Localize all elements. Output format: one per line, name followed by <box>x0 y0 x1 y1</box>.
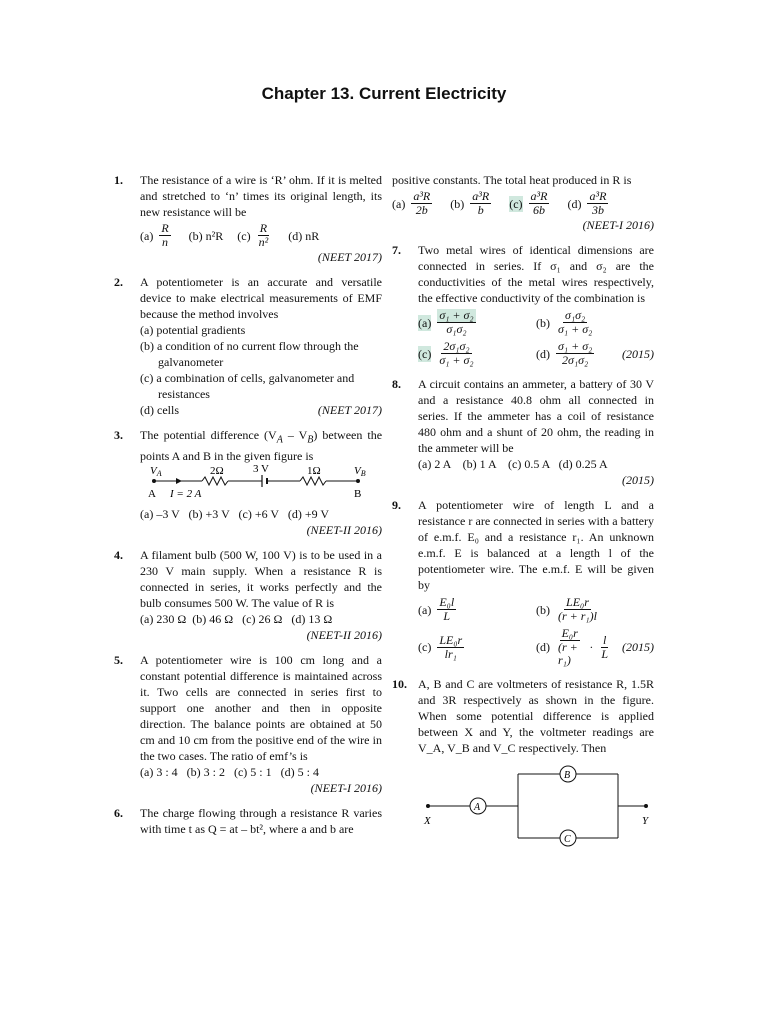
resistor-2ohm <box>202 477 228 485</box>
chapter-title: Chapter 13. Current Electricity <box>261 84 507 103</box>
exam-tag: (2015) <box>622 473 654 487</box>
current-arrow-icon <box>176 478 182 484</box>
question-text: The charge flowing through a resistance R varies with time t as Q = at – bt², where a and b are <box>140 806 382 837</box>
options: (a) 3 : 4 (b) 3 : 2 (c) 5 : 1 (d) 5 : 4 <box>140 765 319 780</box>
question-number: 2. <box>114 275 123 289</box>
question-9 <box>392 497 654 667</box>
r2-label: 1Ω <box>307 465 321 478</box>
option-d: (d) cells <box>140 403 179 417</box>
option-c: (c) $\frac{R}{\text{n²}}$ <box>237 221 269 249</box>
options <box>392 190 654 217</box>
option-d: (d) nR <box>288 228 320 243</box>
option-a: (a) $\frac{R}{n}$ <box>140 221 169 249</box>
voltmeter-a-label: A <box>474 802 481 813</box>
right-column <box>392 172 654 861</box>
exam-tag: (NEET 2017) <box>317 250 382 264</box>
question-number: 4. <box>114 548 123 563</box>
point-b-label: B <box>354 488 362 501</box>
option-a: (a) $\frac{\text{σ₁ + σ₂}}{\text{σ₁σ₂}}$ <box>418 308 474 336</box>
question-8 <box>392 376 654 488</box>
va-label: VA <box>150 465 162 479</box>
question-number: 1. <box>114 173 123 187</box>
question-2 <box>114 274 382 418</box>
option-d: (d) $\frac{\text{σ₁ + σ₂}}{\text{2σ₁σ₂}}$ <box>536 339 593 367</box>
question-number: 9. <box>392 498 401 512</box>
exam-tag: (NEET-I 2016) <box>582 218 654 232</box>
question-text: A potentiometer is an accurate and versatile device to make electrical measurements of EMF because the method involves <box>140 275 382 321</box>
question-4 <box>114 547 382 643</box>
resistor-1ohm <box>300 477 326 485</box>
options: (a) 230 Ω (b) 46 Ω (c) 26 Ω (d) 13 Ω <box>140 612 333 627</box>
exam-tag: (NEET-II 2016) <box>306 628 382 643</box>
voltmeter-circuit-figure <box>418 762 654 848</box>
question-6 <box>114 805 382 837</box>
option-b: (b) $\frac{\text{a³R}}{b}$ <box>450 189 490 217</box>
terminal-y <box>644 804 648 808</box>
emf-label: 3 V <box>253 464 269 476</box>
question-text-continued: positive constants. The total heat produced in R is <box>392 173 632 187</box>
option-b: (b) $\frac{\text{σ₁σ₂}}{\text{σ₁ + σ₂}}$ <box>536 308 593 336</box>
exam-tag: (NEET 2017) <box>317 403 382 417</box>
option-a: (a) $\frac{\text{E₀l}}{L}$ <box>418 595 455 623</box>
y-label: Y <box>642 815 649 827</box>
question-text: A, B and C are voltmeters of resistance R, 1.5R and 3R respectively as shown in the figure. When some potential difference is applied between X and Y, the voltmeter readings are V_A, V_B and V_C respectively. Then <box>418 677 654 755</box>
question-7 <box>392 242 654 367</box>
question-number: 10. <box>392 677 407 691</box>
question-3 <box>114 427 382 538</box>
question-10 <box>392 676 654 852</box>
exam-tag: (NEET-II 2016) <box>306 523 382 538</box>
question-1 <box>114 172 382 265</box>
exam-tag: (NEET-I 2016) <box>310 781 382 796</box>
question-text: The resistance of a wire is ‘R’ ohm. If it is melted and stretched to ‘n’ times its original length, its new resistance will be <box>140 173 382 219</box>
question-number: 6. <box>114 806 123 821</box>
options <box>140 322 382 418</box>
left-column <box>114 172 382 846</box>
x-label: X <box>424 815 431 827</box>
exam-tag: (2015) <box>622 346 654 361</box>
exam-tag: (2015) <box>622 640 654 654</box>
option-d: (d) $\frac{\text{E₀r}}{\text{(r + r₁)}}$ · $\frac{l}{L}$ <box>536 626 608 667</box>
question-5 <box>114 652 382 796</box>
voltmeter-c-label: C <box>564 834 571 845</box>
options <box>418 309 654 367</box>
option-a: (a) $\frac{\text{a³R}}{2b}$ <box>392 189 431 217</box>
point-a-label: A <box>148 488 156 501</box>
options <box>140 222 382 249</box>
option-b: (b) a condition of no current flow through the galvanometer <box>140 339 359 369</box>
option-c: (c) a combination of cells, galvanometer and resistances <box>140 371 355 401</box>
r1-label: 2Ω <box>210 465 224 478</box>
vb-label: VB <box>354 465 366 479</box>
option-c: (c) $\frac{\text{2σ₁σ₂}}{\text{σ₁ + σ₂}}$ <box>418 339 474 367</box>
current-label: I = 2 A <box>170 488 202 501</box>
option-a: (a) potential gradients <box>140 323 246 337</box>
question-text: The potential difference $(V_A - V_B)$ between the points A and B in the given figure is <box>140 428 383 464</box>
question-number: 7. <box>392 243 401 257</box>
question-text: A filament bulb (500 W, 100 V) is to be used in a 230 V main supply. When a resistance R is connected in series, it works perfectly and the bulb consumes 500 W. The value of R is <box>140 548 382 611</box>
circuit-figure-ab <box>140 464 380 502</box>
options <box>418 596 654 667</box>
options: (a) 2 A (b) 1 A (c) 0.5 A (d) 0.25 A <box>418 457 608 471</box>
option-c: (c) $\frac{\text{a³R}}{6b}$ <box>509 189 548 217</box>
question-number: 5. <box>114 653 123 668</box>
question-number: 8. <box>392 377 401 391</box>
question-text: A circuit contains an ammeter, a battery of 30 V and a resistance 40.8 ohm all connected in series. If the ammeter has a coil of resistance 480 ohm and a shunt of 20 ohm, the reading in the ammeter will be <box>418 377 654 455</box>
question-6-continued <box>392 172 654 233</box>
option-b: (b) n²R <box>188 228 224 243</box>
question-text: Two metal wires of identical dimensions are connected in series. If σ₁ and σ₂ are the conductivities of the metal wires respectively, the effective conductivity of the combination is <box>418 243 654 305</box>
question-text: A potentiometer wire is 100 cm long and a constant potential difference is maintained across it. Two cells are connected in series first to support one another and then in opposite direction. The balance points are obtained at 50 cm and 10 cm from the positive end of the wire in the two cases. The ratio of emf’s is <box>140 653 382 764</box>
option-b: (b) $\frac{\text{LE₀r}}{\text{(r + r₁)l}}$ <box>536 595 597 623</box>
question-text: A potentiometer wire of length L and a resistance r are connected in series with a battery of e.m.f. E₀ and a resistance r₁. An unknown e.m.f. E is balanced at a length l of the potentiometer wire. The e.m.f. E will be given by <box>418 498 654 592</box>
option-d: (d) $\frac{\text{a³R}}{3b}$ <box>567 189 607 217</box>
question-number: 3. <box>114 428 123 442</box>
options: (a) –3 V (b) +3 V (c) +6 V (d) +9 V <box>140 507 330 522</box>
voltmeter-b-label: B <box>564 770 571 781</box>
option-c: (c) $\frac{\text{LE₀r}}{\text{lr₁}}$ <box>418 632 463 661</box>
